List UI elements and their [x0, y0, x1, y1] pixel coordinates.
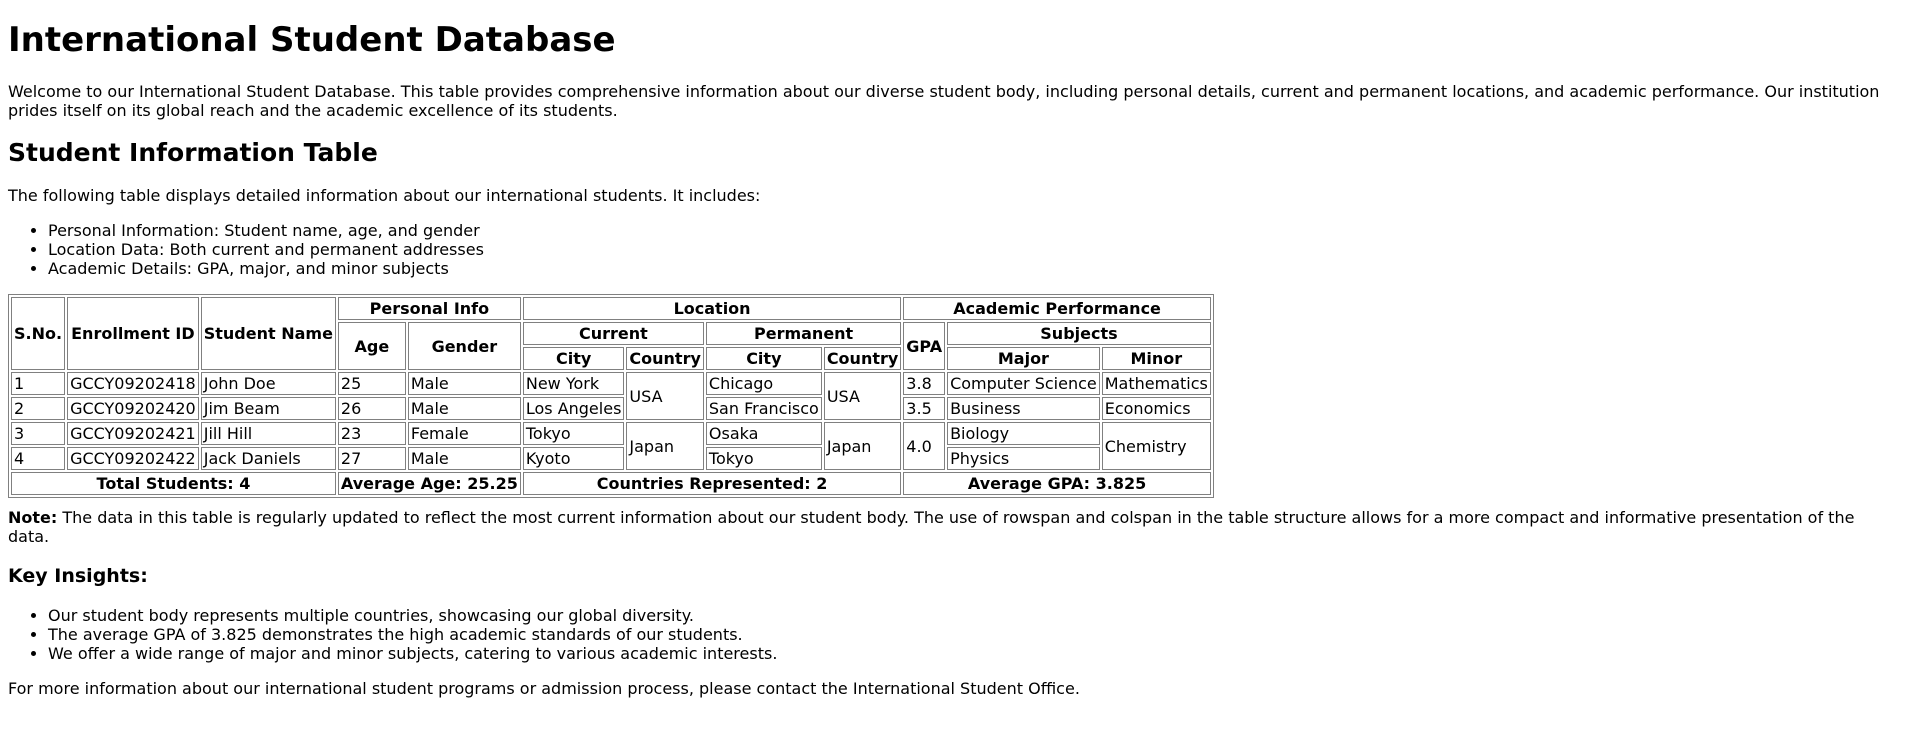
cell-permanent-city: San Francisco — [706, 397, 822, 420]
header-row — [11, 297, 1211, 320]
cell-enrollment-id: GCCY09202420 — [67, 397, 199, 420]
header-academic-performance: Academic Performance — [903, 297, 1211, 320]
cell-gender: Female — [408, 422, 521, 445]
header-age: Age — [338, 322, 406, 370]
header-student-name: Student Name — [201, 297, 336, 370]
cell-permanent-city: Osaka — [706, 422, 822, 445]
cell-enrollment-id: GCCY09202421 — [67, 422, 199, 445]
cell-major: Physics — [947, 447, 1100, 470]
cell-enrollment-id: GCCY09202418 — [67, 372, 199, 395]
page-title: International Student Database — [8, 20, 616, 60]
cell-age: 26 — [338, 397, 406, 420]
header-minor: Minor — [1102, 347, 1211, 370]
cell-current-city: Los Angeles — [523, 397, 625, 420]
list-item: • Personal Information: Student name, age, and gender — [48, 221, 1898, 240]
header-gender: Gender — [408, 322, 521, 370]
header-subjects: Subjects — [947, 322, 1211, 345]
list-item: • Academic Details: GPA, major, and minor subjects — [48, 259, 1898, 278]
average-age: Average Age: 25.25 — [338, 472, 521, 495]
intro-paragraph: Welcome to our International Student Database. This table provides comprehensive information about our diverse student body, including personal details, current and permanent locations, and academic performance. Our institution prides itself on its global reach and the academic excellence of its students. — [8, 82, 1880, 120]
header-current-city: City — [523, 347, 625, 370]
header-permanent-city: City — [706, 347, 822, 370]
cell-gpa: 3.8 — [903, 372, 945, 395]
list-item: • We offer a wide range of major and minor subjects, catering to various academic interests. — [48, 644, 1898, 663]
cell-current-country: Japan — [626, 422, 703, 470]
note-text: The data in this table is regularly updated to reflect the most current information about our student body. The use of rowspan and colspan in the table structure allows for a more compact and informative presentation of the data. — [8, 508, 1855, 546]
cell-current-city: New York — [523, 372, 625, 395]
cell-student-name: John Doe — [201, 372, 336, 395]
list-item: • Our student body represents multiple countries, showcasing our global diversity. — [48, 606, 1898, 625]
section-title: Student Information Table — [8, 138, 378, 167]
student-table — [8, 294, 1214, 498]
insights-title: Key Insights: — [8, 565, 148, 587]
cell-gender: Male — [408, 447, 521, 470]
cell-age: 25 — [338, 372, 406, 395]
header-personal-info: Personal Info — [338, 297, 521, 320]
table-row — [11, 372, 1211, 395]
header-current: Current — [523, 322, 704, 345]
cell-student-name: Jack Daniels — [201, 447, 336, 470]
cell-student-name: Jill Hill — [201, 422, 336, 445]
cell-sno: 3 — [11, 422, 65, 445]
cell-major: Computer Science — [947, 372, 1100, 395]
section-bullet-list — [8, 221, 1898, 278]
cell-sno: 2 — [11, 397, 65, 420]
cell-current-country: USA — [626, 372, 703, 420]
cell-minor: Chemistry — [1102, 422, 1211, 470]
note-label: Note: — [8, 508, 58, 527]
list-item: • Location Data: Both current and permanent addresses — [48, 240, 1898, 259]
table-row — [11, 397, 1211, 420]
cell-permanent-country: USA — [824, 372, 901, 420]
summary-row — [11, 472, 1211, 495]
cell-sno: 1 — [11, 372, 65, 395]
cell-minor: Economics — [1102, 397, 1211, 420]
cell-current-city: Kyoto — [523, 447, 625, 470]
header-sno: S.No. — [11, 297, 65, 370]
header-gpa: GPA — [903, 322, 945, 370]
list-item: • The average GPA of 3.825 demonstrates the high academic standards of our students. — [48, 625, 1898, 644]
cell-age: 23 — [338, 422, 406, 445]
cell-gpa: 4.0 — [903, 422, 945, 470]
header-current-country: Country — [626, 347, 703, 370]
cell-permanent-city: Tokyo — [706, 447, 822, 470]
cell-gender: Male — [408, 372, 521, 395]
average-gpa: Average GPA: 3.825 — [903, 472, 1211, 495]
cell-permanent-city: Chicago — [706, 372, 822, 395]
total-students: Total Students: 4 — [11, 472, 336, 495]
cell-sno: 4 — [11, 447, 65, 470]
section-description: The following table displays detailed information about our international students. It includes: — [8, 186, 761, 205]
table-row — [11, 447, 1211, 470]
countries-represented: Countries Represented: 2 — [523, 472, 901, 495]
cell-age: 27 — [338, 447, 406, 470]
cell-gpa: 3.5 — [903, 397, 945, 420]
table-row — [11, 422, 1211, 445]
header-permanent: Permanent — [706, 322, 901, 345]
contact-paragraph: For more information about our international student programs or admission process, please contact the International Student Office. — [8, 679, 1080, 698]
header-major: Major — [947, 347, 1100, 370]
note-paragraph — [8, 508, 1898, 546]
cell-current-city: Tokyo — [523, 422, 625, 445]
cell-enrollment-id: GCCY09202422 — [67, 447, 199, 470]
cell-student-name: Jim Beam — [201, 397, 336, 420]
page — [0, 20, 1906, 698]
header-location: Location — [523, 297, 901, 320]
header-enrollment-id: Enrollment ID — [67, 297, 199, 370]
header-permanent-country: Country — [824, 347, 901, 370]
cell-major: Biology — [947, 422, 1100, 445]
cell-major: Business — [947, 397, 1100, 420]
cell-permanent-country: Japan — [824, 422, 901, 470]
cell-minor: Mathematics — [1102, 372, 1211, 395]
insights-list — [8, 606, 1898, 663]
cell-gender: Male — [408, 397, 521, 420]
